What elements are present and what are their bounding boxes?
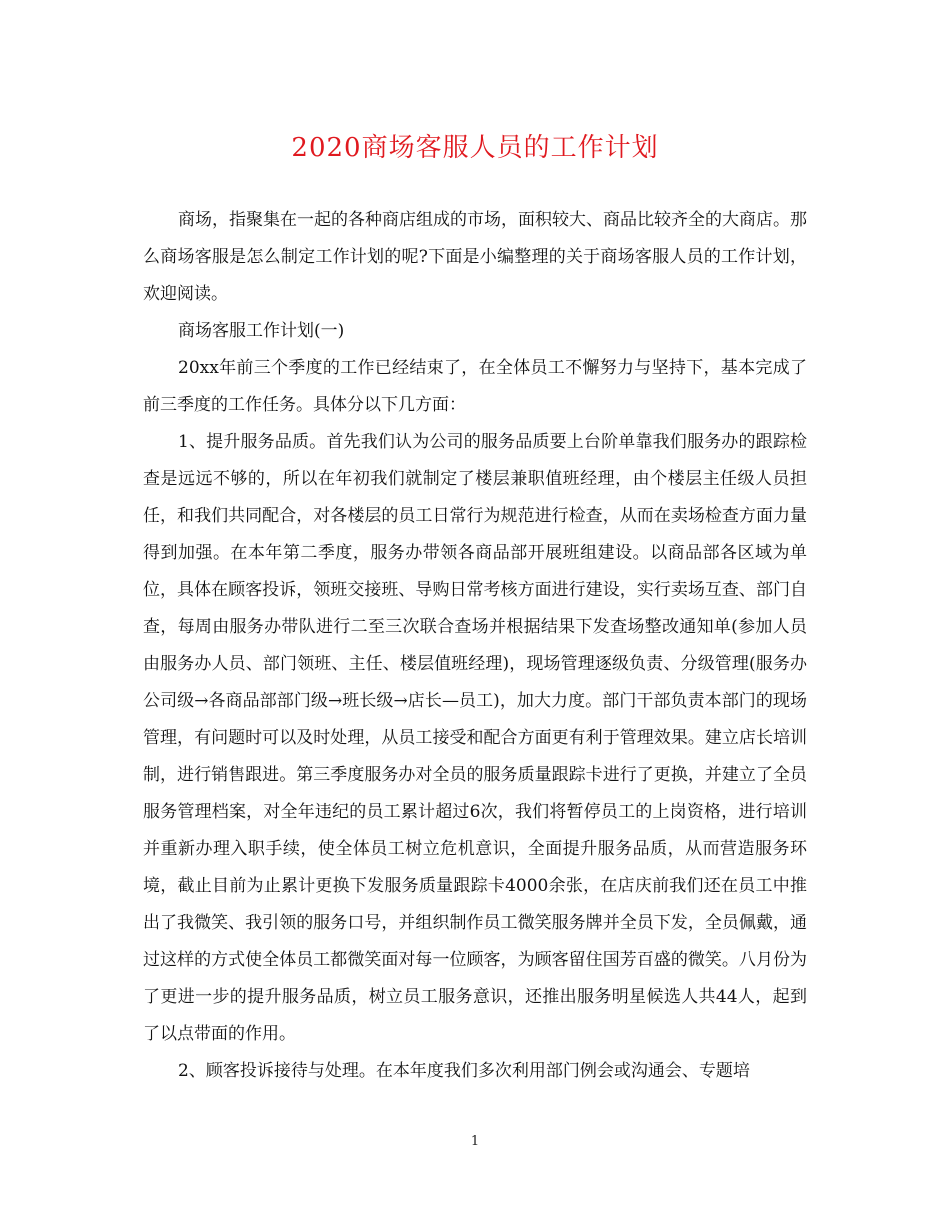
paragraph-summary: 20xx年前三个季度的工作已经结束了，在全体员工不懈努力与坚持下，基本完成了前三季度的工作任务。具体分以下几方面： <box>143 358 807 415</box>
document-title: 2020商场客服人员的工作计划 <box>291 133 659 163</box>
paragraph-item-2: 2、顾客投诉接待与处理。在本年度我们多次利用部门例会或沟通会、专题培 <box>178 1061 750 1081</box>
page-number: 1 <box>470 1134 480 1149</box>
document-body <box>143 202 807 1090</box>
paragraph-intro: 商场，指聚集在一起的各种商店组成的市场，面积较大、商品比较齐全的大商店。那么商场客服是怎么制定工作计划的呢?下面是小编整理的关于商场客服人员的工作计划，欢迎阅读。 <box>143 210 807 304</box>
paragraph-section-heading: 商场客服工作计划(一) <box>178 321 345 341</box>
paragraph-item-1: 1、提升服务品质。首先我们认为公司的服务品质要上台阶单靠我们服务办的跟踪检查是远远不够的，所以在年初我们就制定了楼层兼职值班经理，由个楼层主任级人员担任，和我们共同配合，对各楼层的员工日常行为规范进行检查，从而在卖场检查方面力量得到加强。在本年第二季度，服务办带领各商品部开展班组建设。以商品部各区域为单位，具体在顾客投诉，领班交接班、导购日常考核方面进行建设，实行卖场互查、部门自查，每周由服务办带队进行二至三次联合查场并根据结果下发查场整改通知单(参加人员由服务办人员、部门领班、主任、楼层值班经理)，现场管理逐级负责、分级管理(服务办公司级→各商品部部门级→班长级→店长—员工)，加大力度。部门干部负责本部门的现场管理，有问题时可以及时处理，从员工接受和配合方面更有利于管理效果。建立店长培训制，进行销售跟进。第三季度服务办对全员的服务质量跟踪卡进行了更换，并建立了全员服务管理档案，对全年违纪的员工累计超过6次，我们将暂停员工的上岗资格，进行培训并重新办理入职手续，使全体员工树立危机意识，全面提升服务品质，从而营造服务环境，截止目前为止累计更换下发服务质量跟踪卡4000余张，在店庆前我们还在员工中推出了我微笑、我引领的服务口号，并组织制作员工微笑服务牌并全员下发，全员佩戴，通过这样的方式使全体员工都微笑面对每一位顾客，为顾客留住国芳百盛的微笑。八月份为了更进一步的提升服务品质，树立员工服务意识，还推出服务明星候选人共44人，起到了以点带面的作用。 <box>143 432 807 1044</box>
